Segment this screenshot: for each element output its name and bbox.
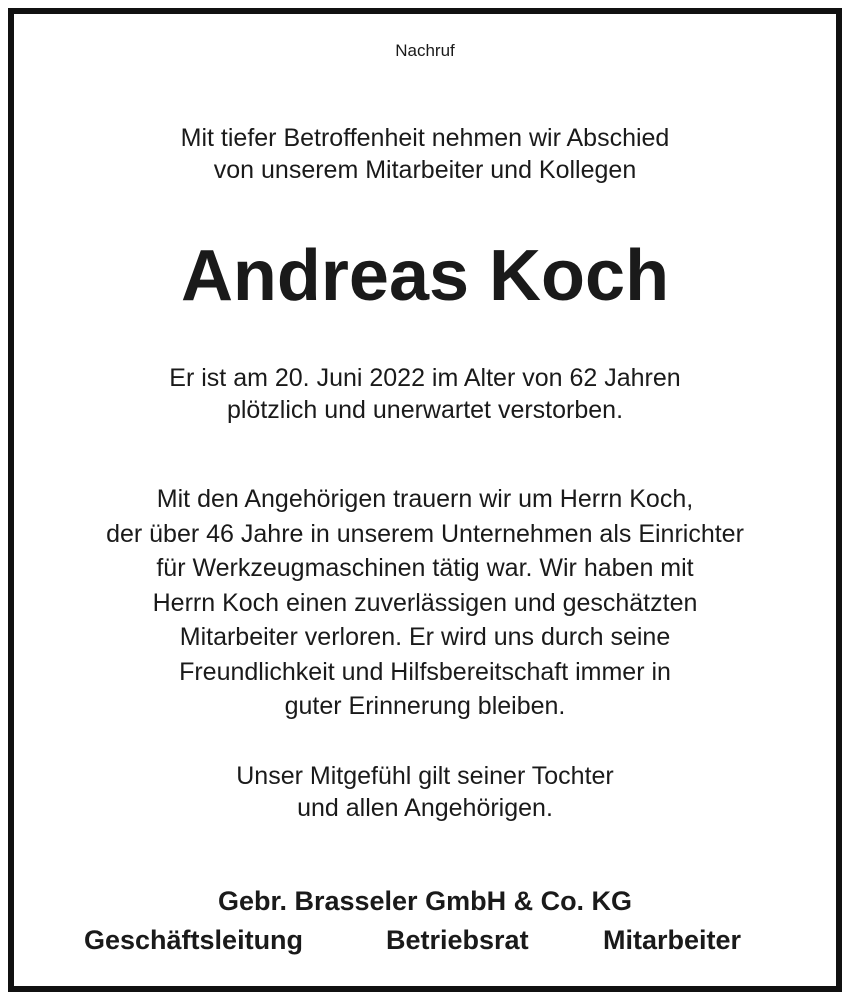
- signer-works-council: Betriebsrat: [386, 925, 529, 955]
- sympathy-line: und allen Angehörigen.: [297, 794, 553, 822]
- mourning-line: guter Erinnerung bleiben.: [284, 692, 566, 720]
- sympathy-paragraph: [0, 760, 850, 824]
- mourning-line: Freundlichkeit und Hilfsbereitschaft immer in: [179, 657, 671, 686]
- death-notice-line: Er ist am 20. Juni 2022 im Alter von 62 Jahren: [169, 364, 681, 392]
- signer-employees: Mitarbeiter: [603, 925, 742, 955]
- death-notice-line: plötzlich und unerwartet verstorben.: [226, 396, 624, 424]
- deceased-name: Andreas Koch: [180, 236, 670, 316]
- death-notice-paragraph: [0, 362, 850, 426]
- mourning-line: Mitarbeiter verloren. Er wird uns durch seine: [179, 623, 671, 651]
- obituary-heading: Nachruf: [395, 41, 455, 60]
- intro-paragraph: [0, 122, 850, 186]
- intro-line: Mit tiefer Betroffenheit nehmen wir Abschied: [180, 124, 670, 152]
- signers-row: [0, 922, 850, 958]
- intro-line: von unserem Mitarbeiter und Kollegen: [213, 156, 637, 184]
- mourning-paragraph: [0, 482, 850, 724]
- mourning-line: für Werkzeugmaschinen tätig war. Wir haben mit: [156, 554, 694, 582]
- sympathy-line: Unser Mitgefühl gilt seiner Tochter: [236, 762, 614, 790]
- mourning-line: der über 46 Jahre in unserem Unternehmen als Einrichter: [106, 519, 744, 548]
- mourning-line: Mit den Angehörigen trauern wir um Herrn Koch,: [156, 485, 694, 513]
- mourning-line: Herrn Koch einen zuverlässigen und geschätzten: [152, 588, 698, 617]
- signer-management: Geschäftsleitung: [84, 925, 304, 955]
- company-name: Gebr. Brasseler GmbH & Co. KG: [217, 886, 633, 916]
